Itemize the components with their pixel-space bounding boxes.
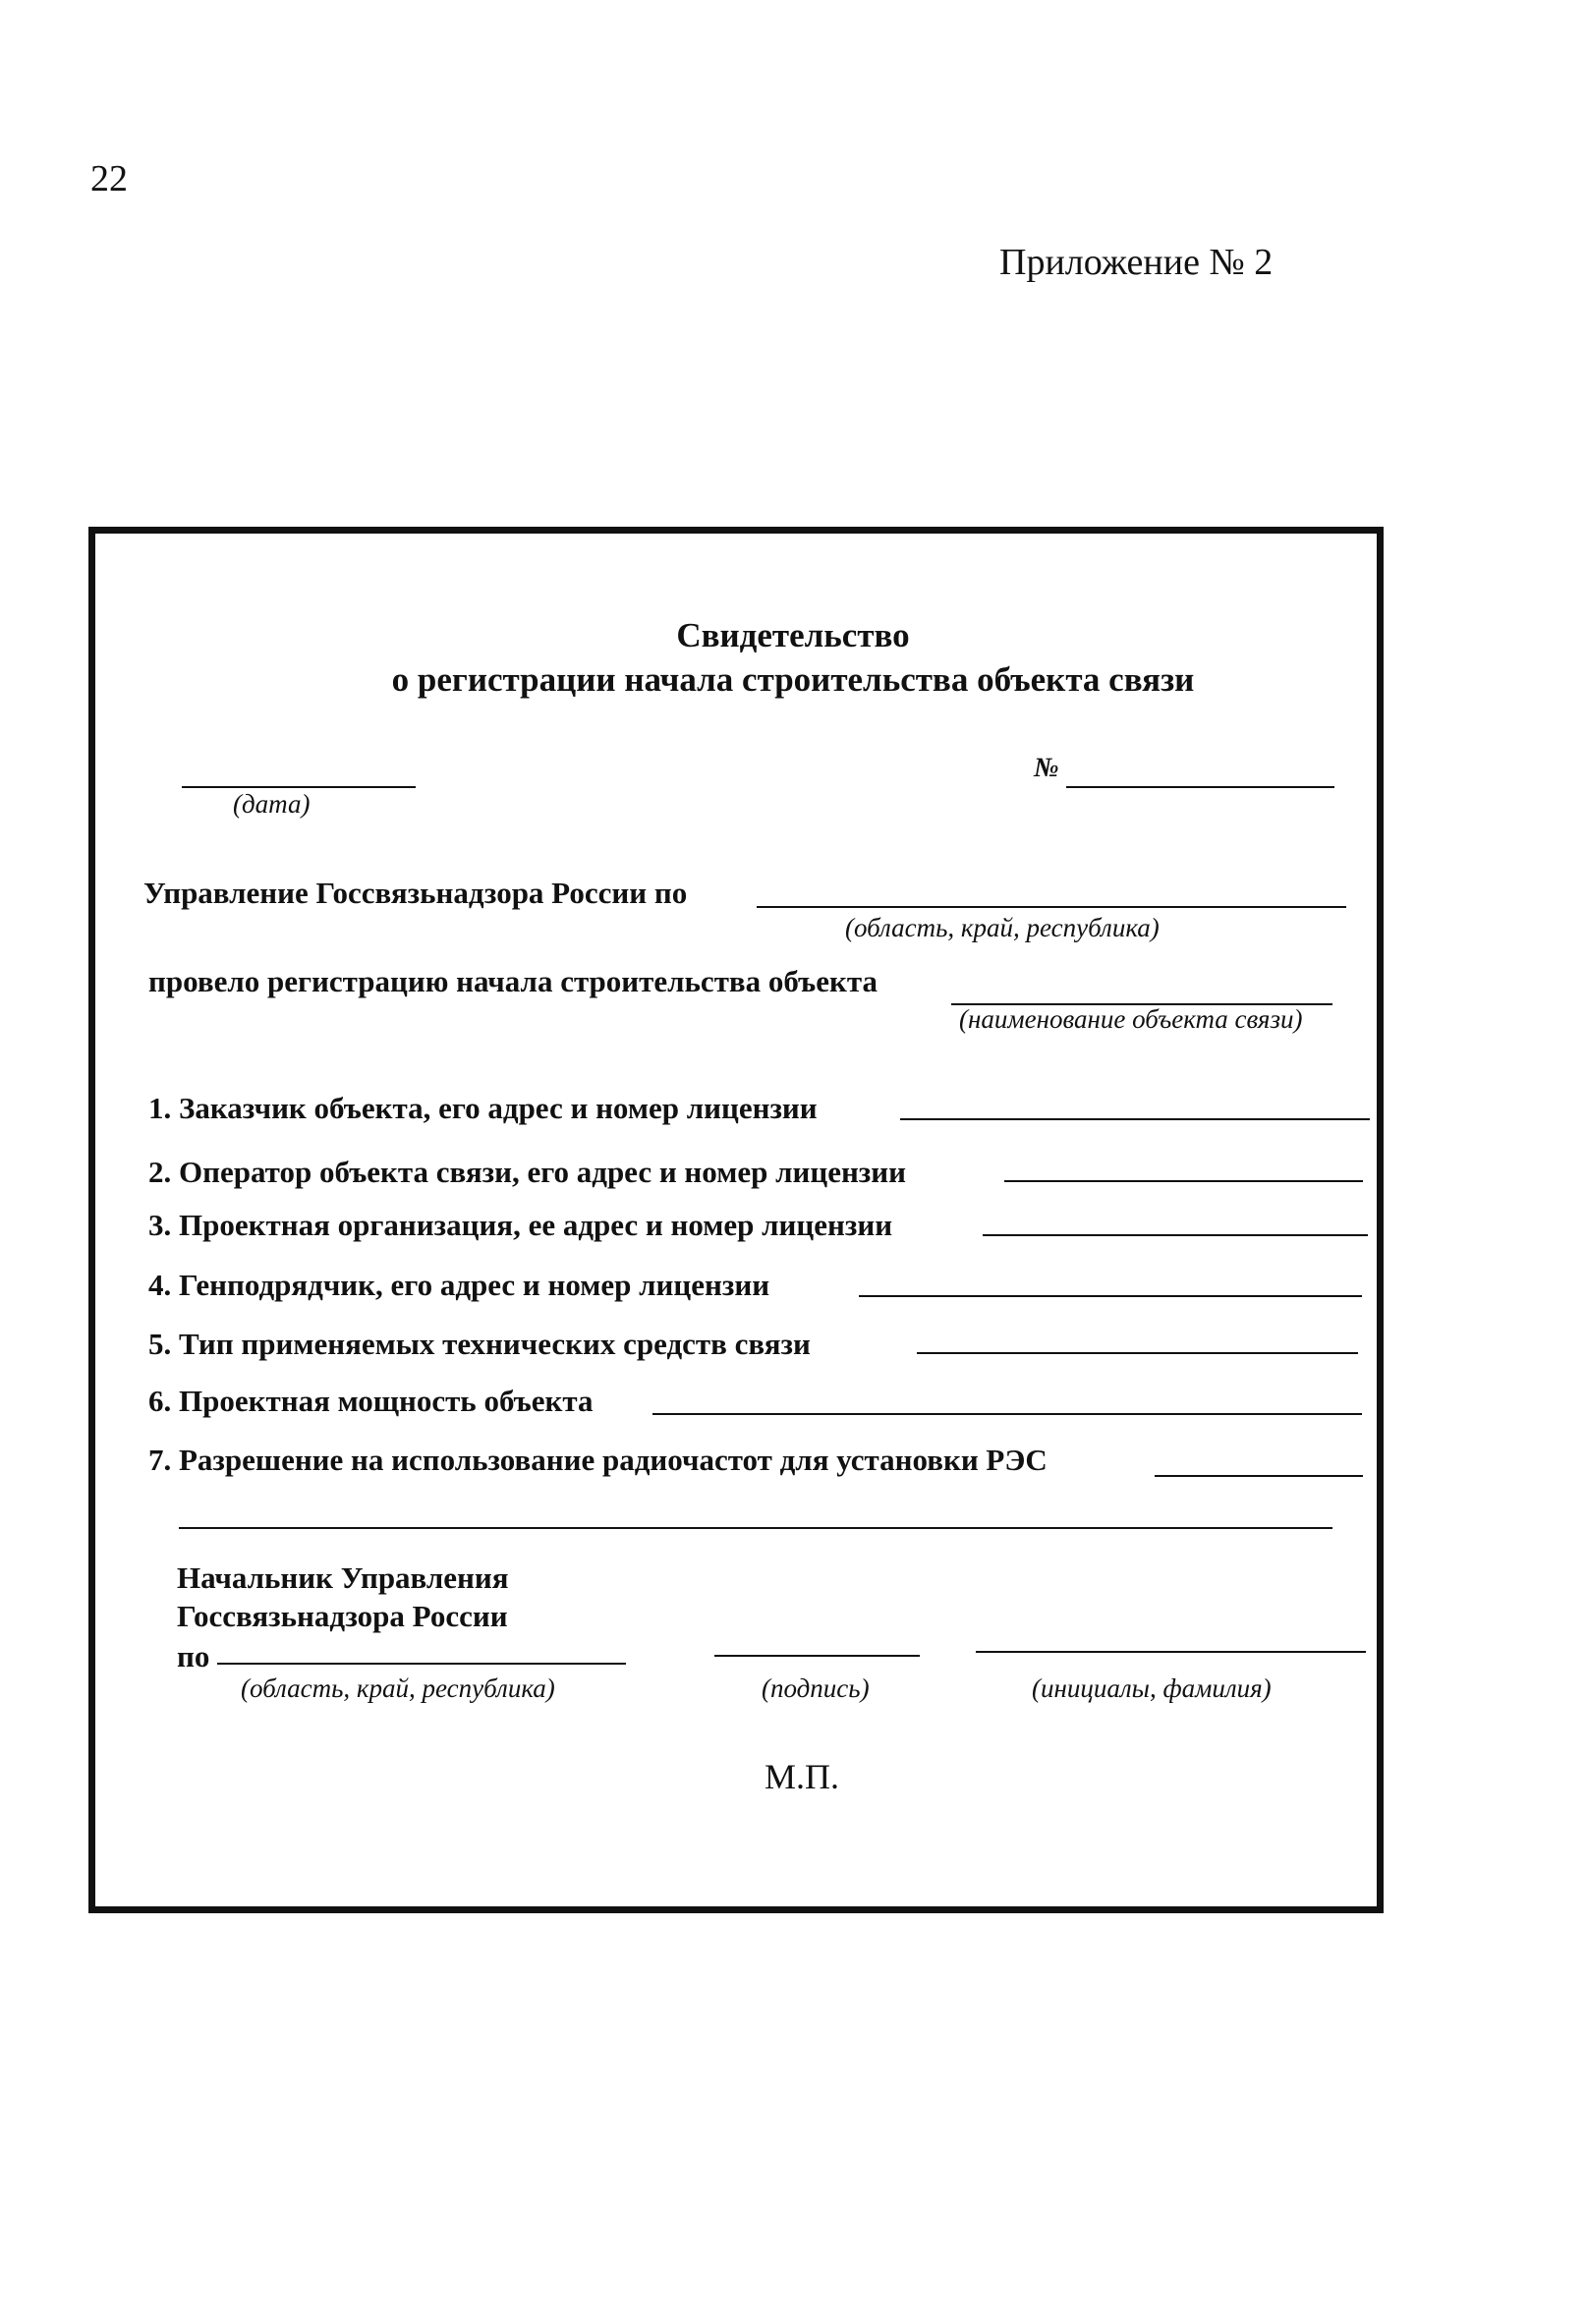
name-caption: (инициалы, фамилия) (1032, 1673, 1272, 1703)
item-design-org-line (983, 1234, 1368, 1236)
date-field-line (182, 786, 416, 788)
head-title-line2: Госсвязьнадзора России (177, 1599, 508, 1633)
certificate-subtitle: о регистрации начала строительства объекта связи (391, 660, 1195, 699)
number-sign: № (1034, 753, 1059, 783)
item-design-org: 3. Проектная организация, ее адрес и номер лицензии (148, 1208, 893, 1242)
head-region-caption: (область, край, республика) (241, 1673, 555, 1703)
object-caption: (наименование объекта связи) (959, 1004, 1303, 1034)
signature-caption: (подпись) (762, 1673, 870, 1703)
head-title-line3: по (177, 1639, 210, 1673)
number-field-line (1066, 786, 1334, 788)
item-customer-line (900, 1118, 1370, 1120)
region-caption: (область, край, республика) (845, 913, 1160, 942)
item-radio-permit: 7. Разрешение на использование радиочастот для установки РЭС (148, 1443, 1048, 1477)
item-radio-permit-line (1155, 1475, 1363, 1477)
stamp-placeholder: М.П. (765, 1757, 840, 1796)
authority-label: Управление Госсвязьнадзора России по (143, 876, 688, 910)
registration-label: провело регистрацию начала строительства объекта (148, 964, 878, 998)
item-capacity: 6. Проектная мощность объекта (148, 1384, 594, 1418)
item-operator-line (1004, 1180, 1363, 1182)
item-customer: 1. Заказчик объекта, его адрес и номер лицензии (148, 1091, 818, 1125)
head-title-line1: Начальник Управления (177, 1560, 509, 1595)
item-equipment-type: 5. Тип применяемых технических средств связи (148, 1327, 811, 1361)
name-line (976, 1651, 1366, 1653)
date-caption: (дата) (233, 789, 311, 819)
item-operator: 2. Оператор объекта связи, его адрес и номер лицензии (148, 1155, 906, 1189)
item-capacity-line (652, 1413, 1362, 1415)
appendix-label: Приложение № 2 (999, 242, 1274, 283)
certificate-title: Свидетельство (676, 616, 910, 654)
head-region-line (217, 1663, 626, 1665)
extra-field-line (179, 1527, 1332, 1529)
signature-line (714, 1655, 920, 1657)
item-general-contractor-line (859, 1295, 1362, 1297)
page-number: 22 (90, 158, 128, 199)
item-equipment-type-line (917, 1352, 1358, 1354)
region-field-line (757, 906, 1346, 908)
item-general-contractor: 4. Генподрядчик, его адрес и номер лицензии (148, 1268, 770, 1302)
